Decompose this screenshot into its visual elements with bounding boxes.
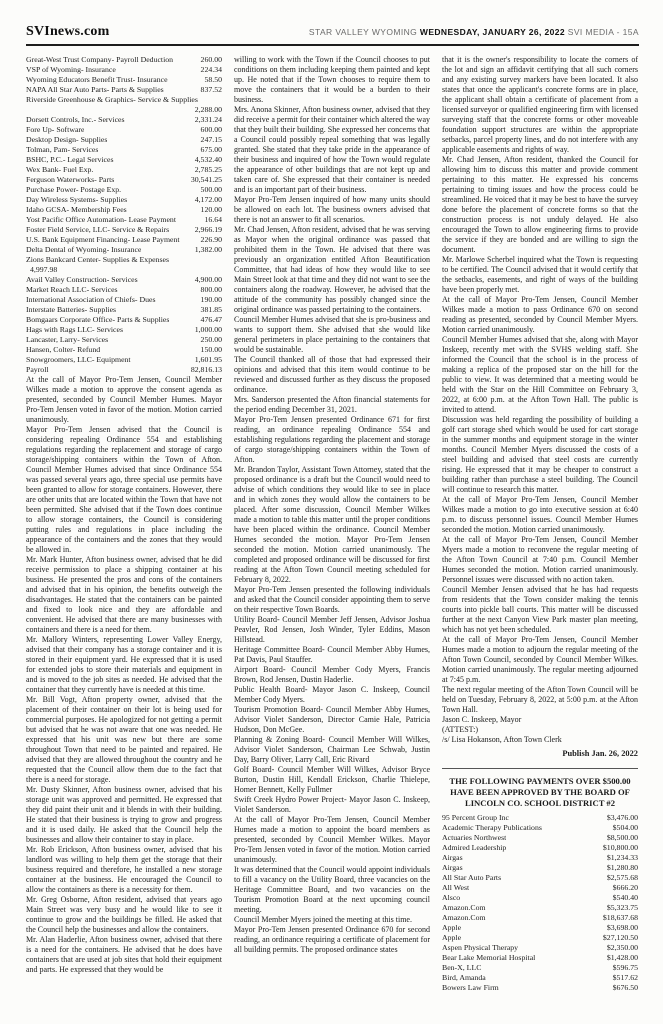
payment-row bbox=[26, 285, 222, 295]
body-paragraph: Mr. Dusty Skinner, Afton business owner, advised that his storage unit was approved and permitted. He expressed that they did paint their unit and it blends in with their building. He stated that their business is trying to grow and progress and it is used daily. He asked that the Council help the businesses and allow their container to stay in place. bbox=[26, 785, 222, 844]
payment-amount: $27,120.50 bbox=[602, 933, 638, 942]
payee-name: Wex Bank- Fuel Exp. bbox=[26, 165, 94, 174]
article-columns bbox=[26, 55, 639, 993]
payee-name: Airgas bbox=[442, 853, 463, 862]
payment-row bbox=[26, 345, 222, 355]
body-paragraph: At the call of Mayor Pro-Tem Jensen, Council Member Humes made a motion to adjourn the regular meeting of the Afton Town Council, seconded by Council Member Wilkes. Motion carried unanimously. The regular meeting adjourned at 7:45 p.m. bbox=[442, 635, 638, 684]
payee-name: Market Reach LLC- Services bbox=[26, 285, 118, 294]
masthead-edition: SVI MEDIA - 15A bbox=[567, 27, 639, 37]
payment-amount: 82,816.13 bbox=[190, 365, 222, 374]
masthead-right bbox=[309, 27, 639, 37]
payee-name: Day Wireless Systems- Supplies bbox=[26, 195, 128, 204]
payment-row bbox=[26, 85, 222, 95]
body-paragraph: Council Member Myers joined the meeting at this time. bbox=[234, 915, 412, 924]
payment-row bbox=[26, 305, 222, 315]
payment-amount: $5,323.75 bbox=[606, 903, 638, 912]
payee-name: Foster Field Service, LLC- Service & Repairs bbox=[26, 225, 170, 234]
payee-name: Ferguson Waterworks- Parts bbox=[26, 175, 115, 184]
payment-row bbox=[442, 923, 638, 933]
payment-amount: $1,428.00 bbox=[606, 953, 638, 962]
payee-name: Great-West Trust Company- Payroll Deduction bbox=[26, 55, 174, 64]
payment-row bbox=[26, 115, 222, 125]
masthead-date: WEDNESDAY, JANUARY 26, 2022 bbox=[419, 27, 566, 37]
body-paragraph: Airport Board- Council Member Cody Myers, Francis Brown, Rod Jensen, Dustin Haderlie. bbox=[234, 665, 430, 684]
payee-name: Aspen Physical Therapy bbox=[442, 943, 519, 952]
payment-amount: 224.34 bbox=[200, 65, 222, 74]
payee-name: Payroll bbox=[26, 365, 49, 374]
payment-amount: 381.85 bbox=[200, 305, 222, 314]
masthead-location: STAR VALLEY WYOMING bbox=[308, 27, 418, 37]
payee-name: All West bbox=[442, 883, 470, 892]
payee-name: Fore Up- Software bbox=[26, 125, 85, 134]
body-paragraph: Discussion was held regarding the possibility of building a golf cart storage shed which would be used for cart storage in the summer months and equipment storage in the winter months. Council Member Myers discussed the costs of a steel building and advised that steel costs are currently rising. He expressed that it may be cheaper to construct a building rather than purchase a steel building. The Council will continue to research this matter. bbox=[442, 415, 638, 494]
payment-amount: $3,698.00 bbox=[606, 923, 638, 932]
payment-row bbox=[442, 883, 638, 893]
payment-row bbox=[442, 843, 638, 853]
body-paragraph: Mayor Pro-Tem Jensen advised that the Council is considering repealing Ordinance 554 and establishing regulations regarding the replacement and storage of cargo storage/shipping containers within the Town of Afton. Council Member Humes advised that since Ordinance 554 was passed several years ago, three special use permits have been granted to allow for storage containers. However, there are other units that are located within the Town that have not been permitted. She advised that if the Town does continue to allow storage containers, the Council is considering putting rules and regulations in place including the appearance of the containers and the zones that they would be allowed in. bbox=[26, 425, 222, 554]
payment-row bbox=[442, 903, 638, 913]
payee-name: Amazon.Com bbox=[442, 913, 486, 922]
body-paragraph: Mayor Pro-Tem Jensen presented the following individuals and asked that the Council consider appointing them to serve on their respective Town Boards. bbox=[234, 585, 430, 614]
payment-row bbox=[26, 325, 222, 335]
body-paragraph: Mr. Chad Jensen, Afton resident, thanked the Council for allowing him to discuss this matter and provide comment pertaining to this matter. He expressed his concerns pertaining to timing issues and how the process could be streamlined. He voiced that it may be best to have the survey done before the placement of concrete forms so that the construction process is not unduly delayed. He also encouraged the Town to allow engineering firms to provide the service if they are bonded and are willing to sign the document. bbox=[442, 155, 638, 254]
payee-name: Ben-X, LLC bbox=[442, 963, 482, 972]
body-paragraph: Mr. Bill Vogt, Afton property owner, advised that the placement of their container on their lot is being used for commercial purposes. He apologized for not getting a permit but advised that he was not aware that one was needed. He expressed that his unit was new but there are some throughout Town that need to be painted and repaired. He advised that they are allowed throughout the country and he requested that the Council allow them due to the fact that there is a need for storage. bbox=[26, 695, 222, 784]
payee-name: Bear Lake Memorial Hospital bbox=[442, 953, 536, 962]
payee-name: Desktop Design- Supplies bbox=[26, 135, 108, 144]
payment-row bbox=[26, 355, 222, 365]
payee-name: Riverside Greenhouse & Graphics- Service & Supplies bbox=[26, 95, 198, 104]
body-paragraph: Heritage Committee Board- Council Member Abby Humes, Pat Davis, Paul Stauffer. bbox=[234, 645, 430, 664]
body-paragraph: Council Member Humes advised that she is pro-business and wants to support them. She advised that she would like general perimeters in place pertaining to the containers that would be sustainable. bbox=[234, 315, 430, 354]
payment-amount: $540.40 bbox=[612, 893, 638, 902]
site-name: SVInews.com bbox=[26, 24, 110, 39]
payment-amount: 476.47 bbox=[200, 315, 222, 324]
body-paragraph: Tourism Promotion Board- Council Member Abby Humes, Advisor Violet Sanderson, Director Camie Hale, Patricia Hudson, Don McGee. bbox=[234, 705, 430, 734]
payment-amount: $517.62 bbox=[612, 973, 638, 982]
payments-list bbox=[442, 813, 638, 993]
payment-row bbox=[442, 893, 638, 903]
payment-amount: 500.00 bbox=[200, 185, 222, 194]
body-paragraph: The Council thanked all of those that had expressed their opinions and advised that this item would continue to be reviewed and discussed further as they discuss the proposed ordinance. bbox=[234, 355, 430, 394]
payment-amount: $666.20 bbox=[612, 883, 638, 892]
body-paragraph: Mr. Marlowe Scherbel inquired what the Town is requesting to be certified. The Council advised that it would certify that the setbacks, easements, and right of ways of the building have been properly met. bbox=[442, 255, 638, 294]
payment-row bbox=[442, 873, 638, 883]
signature-line: /s/ Lisa Hokanson, Afton Town Clerk bbox=[442, 735, 562, 744]
section-divider bbox=[442, 768, 638, 769]
payment-row bbox=[442, 953, 638, 963]
body-paragraph: Council Member Humes advised that she, along with Mayor Inskeep, recently met with the SVHS welding staff. She informed the Council that the school is in the process of making a replica of the proposed star on the hill for the public to view. It was determined that a meeting would be held with the Star on the Hill Committee on February 3, 2022, at 6:00 p.m. at the Afton Town Hall. The public is invited to attend. bbox=[442, 335, 638, 414]
payee-name: U.S. Bank Equipment Financing- Lease Payment bbox=[26, 235, 180, 244]
payee-name: Tolman, Pam- Services bbox=[26, 145, 99, 154]
body-paragraph: It was determined that the Council would appoint individuals to fill a vacancy on the Utility Board, three vacancies on the Heritage Committee Board, and two vacancies on the Tourism Promotion Board at the next upcoming council meeting. bbox=[234, 865, 430, 914]
column-middle bbox=[234, 55, 430, 993]
body-paragraph: Planning & Zoning Board- Council Member Will Wilkes, Advisor Violet Sanderson, Chairman Lee Schwab, Justin Day, Barry Oliver, Larry Call, Eric Rivard bbox=[234, 735, 430, 764]
payee-name: Dorsett Controls, Inc.- Services bbox=[26, 115, 125, 124]
payment-amount: $2,350.00 bbox=[606, 943, 638, 952]
payee-name: Yost Pacific Office Automation- Lease Payment bbox=[26, 215, 176, 224]
body-paragraph: Mr. Alan Haderlie, Afton business owner, advised that there is a need for the containers. He advised that he does have containers that are used at job sites that hold their equipment and parts. He expressed that they would be bbox=[26, 935, 222, 974]
notice-heading: THE FOLLOWING PAYMENTS OVER $500.00 HAVE BEEN APPROVED BY THE BOARD OF LINCOLN CO. SCHOOL DISTRICT #2 bbox=[449, 776, 631, 808]
payee-name: Idaho GCSA- Membership Fees bbox=[26, 205, 127, 214]
payment-amount: $18,637.68 bbox=[602, 913, 638, 922]
signature-line: (ATTEST:) bbox=[442, 725, 479, 734]
payment-row bbox=[26, 135, 222, 145]
payee-name: Zions Bankcard Center- Supplies & Expenses bbox=[26, 255, 169, 264]
payment-amount: 190.00 bbox=[200, 295, 222, 304]
body-paragraph: Swift Creek Hydro Power Project- Mayor Jason C. Inskeep, Violet Sanderson. bbox=[234, 795, 430, 814]
masthead bbox=[26, 24, 639, 40]
payment-amount: 600.00 bbox=[200, 125, 222, 134]
payment-row bbox=[26, 145, 222, 155]
payment-amount: 837.52 bbox=[200, 85, 222, 94]
body-paragraph: Council Member Jensen advised that he has had requests from residents that the Town consider making the tennis courts into pickle ball courts. This matter will be discussed further at the next Canyon View Park master plan meeting, which has not yet been scheduled. bbox=[442, 585, 638, 634]
payment-row bbox=[26, 155, 222, 165]
payment-amount: 1,382.00 bbox=[194, 245, 222, 254]
payment-row bbox=[26, 315, 222, 325]
payee-name: 95 Percent Group Inc bbox=[442, 813, 509, 822]
payment-row bbox=[26, 165, 222, 175]
payment-amount: 4,997.98 bbox=[30, 265, 58, 274]
body-paragraph: At the call of Mayor Pro-Tem Jensen, Council Member Humes made a motion to appoint the board members as presented, seconded by Council Member Wilkes. Mayor Pro-Tem Jensen voted in favor of the motion. Motion carried unanimously. bbox=[234, 815, 430, 864]
body-paragraph: Utility Board- Council Member Jeff Jensen, Advisor Joshua Peavler, Rod Jensen, Josh Winder, Tyler Eddins, Mason Hillstead. bbox=[234, 615, 430, 644]
payment-row bbox=[26, 235, 222, 245]
body-paragraph: Mayor Pro-Tem Jensen inquired of how many units should be allowed on each lot. The business owners advised that there is not an answer to fit all scenarios. bbox=[234, 195, 430, 224]
payee-name: All Star Auto Parts bbox=[442, 873, 502, 882]
payment-amount: 58.50 bbox=[204, 75, 222, 84]
payment-row bbox=[26, 215, 222, 225]
payment-amount: $2,575.68 bbox=[606, 873, 638, 882]
payment-row bbox=[26, 175, 222, 185]
payment-amount: 800.00 bbox=[200, 285, 222, 294]
body-paragraph: Golf Board- Council Member Will Wilkes, Advisor Bryce Burton, Dustin Hill, Kendall Erickson, Charlie Thielepe, Homer Bennett, Kelly Fullmer bbox=[234, 765, 430, 794]
payee-name: BSHC, P.C.- Legal Services bbox=[26, 155, 114, 164]
payee-name: Apple bbox=[442, 933, 462, 942]
payment-amount: 250.00 bbox=[200, 335, 222, 344]
payment-amount: 4,172.00 bbox=[194, 195, 222, 204]
payee-name: Admired Leadership bbox=[442, 843, 507, 852]
payment-row bbox=[442, 963, 638, 973]
payment-row bbox=[26, 245, 222, 255]
body-paragraph: The next regular meeting of the Afton Town Council will be held on Tuesday, February 8, 2022, at 5:00 p.m. at the Afton Town Hall. bbox=[442, 685, 638, 714]
payment-row bbox=[26, 275, 222, 285]
payee-name: Bird, Amanda bbox=[442, 973, 486, 982]
masthead-rule bbox=[26, 44, 639, 46]
column-left bbox=[26, 55, 222, 993]
payment-amount: $3,476.00 bbox=[606, 813, 638, 822]
payment-amount: 2,288.00 bbox=[194, 105, 222, 114]
signature-line: Jason C. Inskeep, Mayor bbox=[442, 715, 522, 724]
payment-row bbox=[26, 65, 222, 75]
payment-amount: 1,601.95 bbox=[194, 355, 222, 364]
payments-list bbox=[26, 55, 222, 375]
payment-row bbox=[442, 913, 638, 923]
payment-amount: 4,532.40 bbox=[194, 155, 222, 164]
payee-name: Amazon.Com bbox=[442, 903, 486, 912]
payee-name: Airgas bbox=[442, 863, 463, 872]
payee-name: International Association of Chiefs- Dues bbox=[26, 295, 156, 304]
payment-row bbox=[442, 813, 638, 823]
payment-amount: $596.75 bbox=[612, 963, 638, 972]
body-paragraph: At the call of Mayor Pro-Tem Jensen, Council Member Myers made a motion to reconvene the regular meeting of the Afton Town Council at 7:40 p.m. Council Member Humes seconded the motion. Motion carried unanimously. Personnel issues were discussed with no action taken. bbox=[442, 535, 638, 584]
payment-amount: 16.64 bbox=[204, 215, 222, 224]
payee-name: Actuaries Northwest bbox=[442, 833, 507, 842]
payment-amount: 2,966.19 bbox=[194, 225, 222, 234]
body-paragraph: At the call of Mayor Pro-Tem Jensen, Council Member Wilkes made a motion to pass Ordinance 670 on second reading as presented, seconded by Council Member Myers. Motion carried unanimously. bbox=[442, 295, 638, 334]
body-paragraph: Mayor Pro-Tem Jensen presented Ordinance 671 for first reading, an ordinance repealing Ordinance 554 and establishing regulations regarding the placement and storage of cargo storage/shipping containers within the Town of Afton. bbox=[234, 415, 430, 464]
payment-amount: $676.50 bbox=[612, 983, 638, 992]
payment-row bbox=[26, 95, 222, 105]
payment-amount: $8,500.00 bbox=[606, 833, 638, 842]
body-paragraph: At the call of Mayor Pro-Tem Jensen, Council Member Wilkes made a motion to go into executive session at 6:40 p.m. to discuss personnel issues. Council Member Humes seconded the motion. Motion carried unanimously. bbox=[442, 495, 638, 534]
payment-row bbox=[442, 943, 638, 953]
body-paragraph: Mr. Greg Osborne, Afton resident, advised that years ago Main Street was very busy and he would like to see it continue to grow and the buildings be filled. He asked that the Council help the businesses and allow the containers. bbox=[26, 895, 222, 934]
payment-row bbox=[26, 185, 222, 195]
body-paragraph: At the call of Mayor Pro-Tem Jensen, Council Member Wilkes made a motion to approve the consent agenda as presented, seconded by Council Member Humes. Mayor Pro-Tem Jensen voted in favor of the motion. Motion carried unanimously. bbox=[26, 375, 222, 424]
payment-amount: 247.15 bbox=[200, 135, 222, 144]
payment-amount: 4,900.00 bbox=[194, 275, 222, 284]
payment-row bbox=[442, 853, 638, 863]
payment-row bbox=[442, 833, 638, 843]
body-paragraph: Mr. Mallory Winters, representing Lower Valley Energy, advised that their company has a storage container and it is stored in their equipment yard. He expressed that it is used for extended jobs to store their materials and equipment in and is moved to the job sites as needed. He advised that the container that they currently have is needed at this time. bbox=[26, 635, 222, 694]
payee-name: NAPA All Star Auto Parts- Parts & Supplies bbox=[26, 85, 164, 94]
payment-row bbox=[26, 125, 222, 135]
payment-row bbox=[26, 55, 222, 65]
payee-name: VSP of Wyoming- Insurance bbox=[26, 65, 116, 74]
payment-row bbox=[442, 933, 638, 943]
payee-name: Hansen, Colter- Refund bbox=[26, 345, 101, 354]
body-paragraph: Mr. Brandon Taylor, Assistant Town Attorney, stated that the proposed ordinance is a draft but the Council would need to advise of which conditions they would like to see in place and in which zones they would allow the containers to be placed. After some discussion, Council Member Wilkes made a motion to table this matter until the proper conditions have been placed within the ordinance. Council Member Humes seconded the motion. Mayor Pro-Tem Jensen seconded the motion. Motion carried unanimously. The completed and proposed ordinance will be discussed for first reading at the Afton Town Council meeting scheduled for February 8, 2022. bbox=[234, 465, 430, 584]
payment-row bbox=[26, 225, 222, 235]
payment-amount: 150.00 bbox=[200, 345, 222, 354]
body-paragraph: Mrs. Sanderson presented the Afton financial statements for the period ending December 31, 2021. bbox=[234, 395, 430, 414]
payment-amount: 2,785.25 bbox=[194, 165, 222, 174]
payee-name: Bowers Law Firm bbox=[442, 983, 499, 992]
payment-amount: $504.00 bbox=[612, 823, 638, 832]
publish-line: Publish Jan. 26, 2022 bbox=[562, 749, 638, 758]
column-right bbox=[442, 55, 638, 993]
body-paragraph: Mayor Pro-Tem Jensen presented Ordinance 670 for second reading, an ordinance requiring a certificate of placement for all building permits. The proposed ordinance states bbox=[234, 925, 430, 954]
body-paragraph: willing to work with the Town if the Council chooses to put conditions on them including keeping them painted and kept up. He noted that if the Town chooses to require them to move the containers that it would be a burden to their business. bbox=[234, 55, 430, 104]
payment-amount: 1,000.00 bbox=[194, 325, 222, 334]
body-paragraph: Mr. Mark Hunter, Afton business owner, advised that he did receive permission to place a shipping container at his business. He presented the pros and cons of the containers and advised that in his opinion, the benefits outweigh the disadvantages. He stated that the containers can be painted and fixed to look nice and they are affordable and convenient. He advised that there are many businesses with containers and there is a need for them. bbox=[26, 555, 222, 634]
payment-amount: $1,280.80 bbox=[606, 863, 638, 872]
payment-row bbox=[26, 365, 222, 375]
body-paragraph: Mr. Rob Erickson, Afton business owner, advised that his landlord was willing to help them get the storage that their business required and therefore, he installed a new storage container at the business. He encouraged the Council to allow the containers as there is a necessity for them. bbox=[26, 845, 222, 894]
payment-row bbox=[26, 75, 222, 85]
payment-row bbox=[442, 973, 638, 983]
payee-name: Delta Dental of Wyoming- Insurance bbox=[26, 245, 142, 254]
payment-row bbox=[26, 195, 222, 205]
payment-amount: $1,234.33 bbox=[606, 853, 638, 862]
payee-name: Avail Valley Construction- Services bbox=[26, 275, 138, 284]
payee-name: Academic Therapy Publications bbox=[442, 823, 542, 832]
payment-amount: $10,800.00 bbox=[602, 843, 638, 852]
payment-row bbox=[26, 205, 222, 215]
payment-row bbox=[442, 983, 638, 993]
payee-name: Bomgaars Corporate Office- Parts & Supplies bbox=[26, 315, 170, 324]
payment-amount: 226.90 bbox=[200, 235, 222, 244]
payment-row bbox=[442, 863, 638, 873]
payment-row bbox=[26, 335, 222, 345]
payee-name: Hags with Rags LLC- Services bbox=[26, 325, 124, 334]
payee-name: Wyoming Educators Benefit Trust- Insurance bbox=[26, 75, 168, 84]
body-paragraph: Public Health Board- Mayor Jason C. Inskeep, Council Member Cody Myers. bbox=[234, 685, 430, 704]
payee-name: Purchase Power- Postage Exp. bbox=[26, 185, 122, 194]
payee-name: Lancaster, Larry- Services bbox=[26, 335, 109, 344]
payment-amount: 120.00 bbox=[200, 205, 222, 214]
payment-row bbox=[442, 823, 638, 833]
payment-amount: 30,541.25 bbox=[190, 175, 222, 184]
payee-name: Snowgroomers, LLC- Equipment bbox=[26, 355, 131, 364]
body-paragraph: Mrs. Anona Skinner, Afton business owner, advised that they did receive a permit for their container which altered the way that they built their building. She expressed her concerns that a Council could possibly repeal something that was legally granted. She stated that they take pride in the appearance of their business and inquired of how the Town would regulate the appearance of other buildings that are not kept up and taken care of. She expressed that their container is needed and is an important part of their business. bbox=[234, 105, 430, 194]
payee-name: Alsco bbox=[442, 893, 461, 902]
payee-name: Interstate Batteries- Supplies bbox=[26, 305, 117, 314]
payment-row bbox=[26, 255, 222, 265]
body-paragraph: Mr. Chad Jensen, Afton resident, advised that he was serving as Mayor when the original ordinance was passed that prohibited them in the Town. He advised that there was previously an organization entitled Afton Beautification Committee, that had ideas of how they would like to see Main Street look at that time and they did not want to see the containers along the roadway. However, he advised that the attitude of the community has possibly changed since the original ordinance was passed pertaining to the containers. bbox=[234, 225, 430, 314]
payee-name: Apple bbox=[442, 923, 462, 932]
body-paragraph: that it is the owner's responsibility to locate the corners of the lot and sign an affidavit certifying that all such corners and any existing survey markers have been located. It also states that once the applicant's concrete forms are in place, the applicant shall obtain a certificate of placement from a licensed surveyor or qualified engineering firm with licensed surveying staff that the concrete forms or other moveable foundation support structures are within the appropriate setbacks, parcel property lines, and do not interfere with any applicable easements and rights of way. bbox=[442, 55, 638, 154]
payment-amount: 260.00 bbox=[200, 55, 222, 64]
payment-amount: 2,331.24 bbox=[194, 115, 222, 124]
payment-row bbox=[26, 295, 222, 305]
payment-amount: 675.00 bbox=[200, 145, 222, 154]
